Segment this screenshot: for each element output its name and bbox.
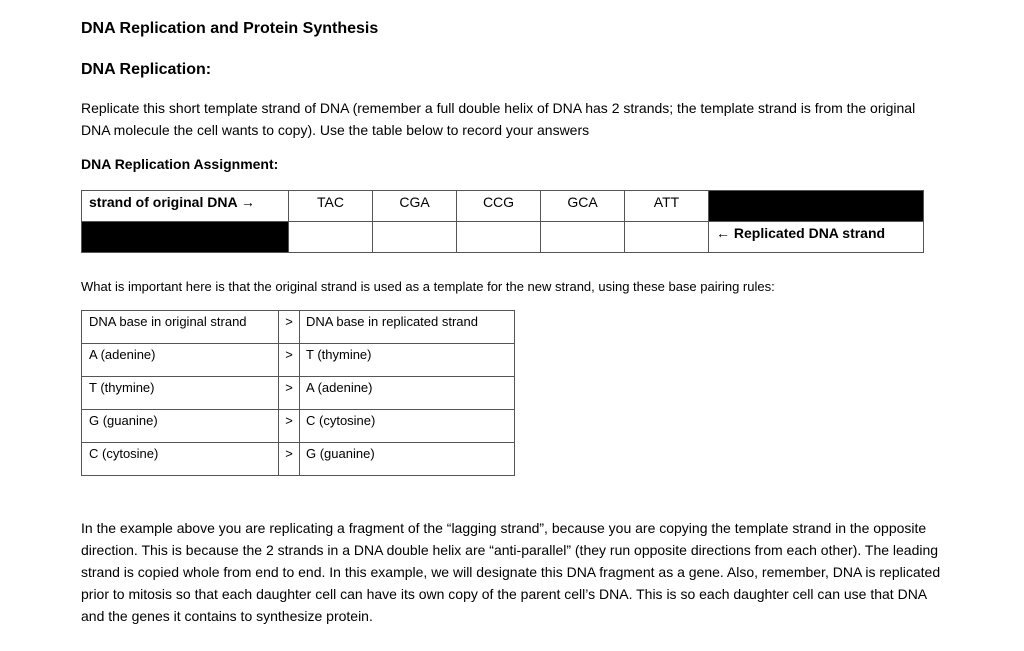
original-strand-row <box>82 191 924 222</box>
arrow-cell: > <box>279 311 300 344</box>
pairing-row <box>82 410 515 443</box>
original-base: G (guanine) <box>82 410 279 443</box>
answer-cell[interactable] <box>289 222 373 253</box>
arrow-cell: > <box>279 344 300 377</box>
rules-intro: What is important here is that the original strand is used as a template for the new strand, using these base pairing rules: <box>81 279 775 294</box>
answer-cell[interactable] <box>457 222 541 253</box>
answer-cell[interactable] <box>541 222 625 253</box>
original-strand-label: strand of original DNA → <box>82 191 289 222</box>
replicated-base: A (adenine) <box>300 377 515 410</box>
original-base: C (cytosine) <box>82 443 279 476</box>
answer-cell[interactable] <box>625 222 709 253</box>
replicated-base: T (thymine) <box>300 344 515 377</box>
page-title: DNA Replication and Protein Synthesis <box>81 20 379 37</box>
pairing-row <box>82 377 515 410</box>
closing-paragraph: In the example above you are replicating a fragment of the “lagging strand”, because you are copying the template strand in the opposite direction. This is because the 2 strands in a DNA double helix are “anti-parallel” (they run opposite directions from each other). The leading strand is copied whole from end to end. In this example, we will designate this DNA fragment as a gene. Also, remember, DNA is replicated prior to mitosis so that each daughter cell can have its own copy of the parent cell’s DNA. This is so each daughter cell can use that DNA and the genes it contains to synthesize protein. <box>81 520 941 624</box>
pairing-row <box>82 443 515 476</box>
replicated-base: G (guanine) <box>300 443 515 476</box>
arrow-cell: > <box>279 443 300 476</box>
arrow-cell: > <box>279 377 300 410</box>
original-base-header: DNA base in original strand <box>82 311 279 344</box>
section-heading: DNA Replication: <box>81 61 212 78</box>
codon-cell: CCG <box>457 191 541 222</box>
replicated-base: C (cytosine) <box>300 410 515 443</box>
original-base: A (adenine) <box>82 344 279 377</box>
intro-paragraph: Replicate this short template strand of DNA (remember a full double helix of DNA has 2 strands; the template strand is from the original DNA molecule the cell wants to copy). Use the table below to record your answers <box>81 100 916 138</box>
codon-cell: TAC <box>289 191 373 222</box>
replicated-strand-label: ← Replicated DNA strand <box>709 222 924 253</box>
arrow-cell: > <box>279 410 300 443</box>
blacked-out-cell <box>82 222 289 253</box>
pairing-header-row <box>82 311 515 344</box>
codon-cell: ATT <box>625 191 709 222</box>
answer-cell[interactable] <box>373 222 457 253</box>
original-base: T (thymine) <box>82 377 279 410</box>
codon-cell: CGA <box>373 191 457 222</box>
replicated-base-header: DNA base in replicated strand <box>300 311 515 344</box>
blacked-out-cell <box>709 191 924 222</box>
replicated-strand-row <box>82 222 924 253</box>
replication-table <box>81 190 924 253</box>
pairing-row <box>82 344 515 377</box>
codon-cell: GCA <box>541 191 625 222</box>
base-pairing-table <box>81 310 515 476</box>
assignment-heading: DNA Replication Assignment: <box>81 156 279 172</box>
